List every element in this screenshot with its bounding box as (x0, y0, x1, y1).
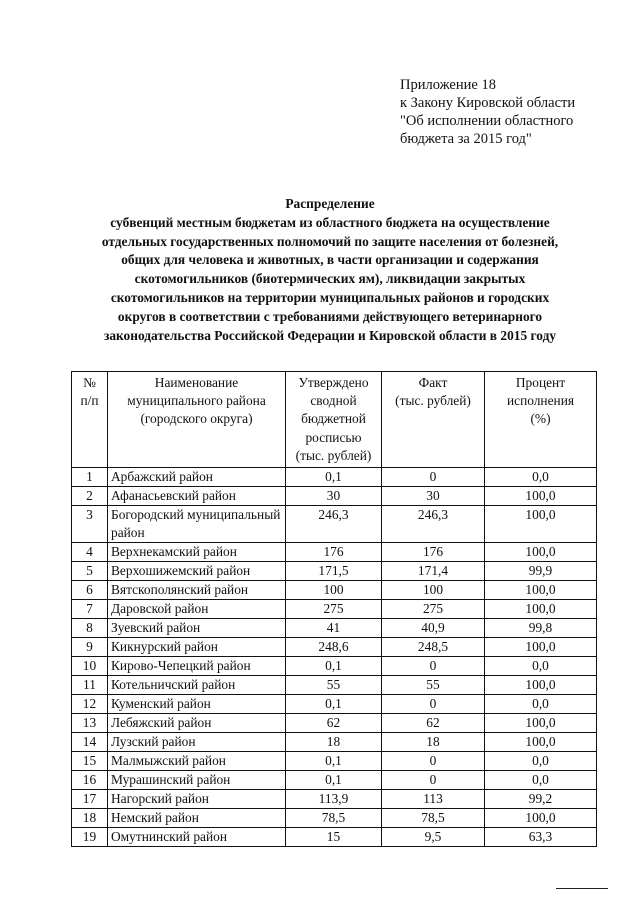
cell-number: 2 (72, 487, 108, 506)
cell-district-name: Арбажский район (108, 468, 286, 487)
table-row (72, 771, 597, 790)
cell-fact: 55 (382, 676, 485, 695)
cell-number: 14 (72, 733, 108, 752)
table-row (72, 695, 597, 714)
cell-approved: 62 (286, 714, 382, 733)
title-line: скотомогильников (биотермических ям), ликвидации закрытых (134, 271, 526, 287)
table-row (72, 543, 597, 562)
cell-percent: 100,0 (485, 638, 597, 657)
cell-number: 3 (72, 506, 108, 543)
cell-percent: 63,3 (485, 828, 597, 847)
cell-fact: 246,3 (382, 506, 485, 543)
header-line: росписью (305, 429, 362, 445)
cell-percent: 100,0 (485, 809, 597, 828)
cell-district-name: Омутнинский район (108, 828, 286, 847)
cell-approved: 41 (286, 619, 382, 638)
table-row (72, 581, 597, 600)
header-line: муниципального района (127, 393, 266, 409)
cell-number: 7 (72, 600, 108, 619)
cell-approved: 113,9 (286, 790, 382, 809)
cell-number: 4 (72, 543, 108, 562)
cell-district-name: Малмыжский район (108, 752, 286, 771)
cell-fact: 0 (382, 657, 485, 676)
cell-number: 9 (72, 638, 108, 657)
cell-percent: 100,0 (485, 487, 597, 506)
cell-district-name: Кикнурский район (108, 638, 286, 657)
cell-percent: 0,0 (485, 695, 597, 714)
header-line: Утверждено (298, 375, 369, 390)
header-line: (тыс. рублей) (395, 393, 471, 409)
cell-approved: 0,1 (286, 468, 382, 487)
cell-fact: 0 (382, 468, 485, 487)
appendix-line: Приложение 18 (400, 77, 496, 93)
cell-district-name: Куменский район (108, 695, 286, 714)
table-row (72, 733, 597, 752)
header-approved (286, 372, 382, 468)
cell-number: 11 (72, 676, 108, 695)
cell-percent: 0,0 (485, 771, 597, 790)
cell-approved: 171,5 (286, 562, 382, 581)
table-row (72, 619, 597, 638)
header-district-name (108, 372, 286, 468)
cell-district-name: Мурашинский район (108, 771, 286, 790)
document-title (40, 195, 620, 345)
cell-approved: 248,6 (286, 638, 382, 657)
cell-percent: 0,0 (485, 468, 597, 487)
cell-fact: 100 (382, 581, 485, 600)
cell-fact: 113 (382, 790, 485, 809)
cell-district-name: Афанасьевский район (108, 487, 286, 506)
appendix-line: к Закону Кировской области (400, 95, 576, 111)
cell-fact: 0 (382, 752, 485, 771)
appendix-line: бюджета за 2015 год" (400, 131, 532, 147)
cell-district-name: Кирово-Чепецкий район (108, 657, 286, 676)
cell-approved: 176 (286, 543, 382, 562)
cell-fact: 0 (382, 695, 485, 714)
header-line: сводной (310, 393, 357, 409)
cell-approved: 275 (286, 600, 382, 619)
header-line: п/п (80, 393, 99, 409)
cell-district-name: Нагорский район (108, 790, 286, 809)
table-row (72, 809, 597, 828)
cell-district-name: Вятскополянский район (108, 581, 286, 600)
cell-approved: 0,1 (286, 695, 382, 714)
title-line: законодательства Российской Федерации и Кировской области в 2015 году (103, 327, 557, 343)
table-row (72, 828, 597, 847)
table-header-row (72, 372, 597, 468)
header-line: Факт (418, 375, 448, 390)
cell-percent: 100,0 (485, 714, 597, 733)
header-line: бюджетной (301, 411, 366, 427)
cell-fact: 171,4 (382, 562, 485, 581)
appendix-note (400, 76, 636, 148)
cell-approved: 0,1 (286, 752, 382, 771)
cell-approved: 0,1 (286, 771, 382, 790)
cell-fact: 40,9 (382, 619, 485, 638)
cell-percent: 100,0 (485, 581, 597, 600)
title-line: отдельных государственных полномочий по защите населения от болезней, (101, 233, 559, 249)
title-line: скотомогильников на территории муниципальных районов и городских (110, 289, 550, 305)
header-line: Наименование (154, 375, 239, 390)
cell-number: 17 (72, 790, 108, 809)
header-line: (городского округа) (140, 411, 253, 427)
cell-fact: 176 (382, 543, 485, 562)
cell-district-name: Богородский муниципальный район (108, 506, 286, 543)
header-percent (485, 372, 597, 468)
cell-approved: 30 (286, 487, 382, 506)
cell-percent: 99,2 (485, 790, 597, 809)
table-row (72, 600, 597, 619)
footer-rule (556, 888, 608, 889)
cell-number: 10 (72, 657, 108, 676)
cell-number: 12 (72, 695, 108, 714)
cell-district-name: Немский район (108, 809, 286, 828)
cell-fact: 30 (382, 487, 485, 506)
cell-number: 18 (72, 809, 108, 828)
cell-district-name: Зуевский район (108, 619, 286, 638)
cell-percent: 100,0 (485, 506, 597, 543)
cell-district-name: Даровской район (108, 600, 286, 619)
cell-percent: 100,0 (485, 543, 597, 562)
cell-approved: 246,3 (286, 506, 382, 543)
cell-approved: 0,1 (286, 657, 382, 676)
table-row (72, 487, 597, 506)
header-fact (382, 372, 485, 468)
cell-district-name: Лебяжский район (108, 714, 286, 733)
cell-number: 6 (72, 581, 108, 600)
cell-district-name: Котельничский район (108, 676, 286, 695)
table-row (72, 790, 597, 809)
cell-fact: 9,5 (382, 828, 485, 847)
cell-district-name: Лузский район (108, 733, 286, 752)
header-line: № (83, 375, 96, 390)
cell-approved: 100 (286, 581, 382, 600)
cell-approved: 15 (286, 828, 382, 847)
cell-number: 15 (72, 752, 108, 771)
cell-number: 5 (72, 562, 108, 581)
cell-fact: 18 (382, 733, 485, 752)
cell-number: 13 (72, 714, 108, 733)
cell-number: 16 (72, 771, 108, 790)
cell-fact: 62 (382, 714, 485, 733)
cell-district-name: Верхнекамский район (108, 543, 286, 562)
header-line: Процент (515, 375, 566, 390)
table-row (72, 562, 597, 581)
cell-fact: 0 (382, 771, 485, 790)
cell-percent: 0,0 (485, 657, 597, 676)
title-line: общих для человека и животных, в части организации и содержания (121, 252, 539, 268)
appendix-line: "Об исполнении областного (400, 113, 574, 129)
cell-fact: 248,5 (382, 638, 485, 657)
header-line: исполнения (506, 393, 575, 409)
cell-fact: 275 (382, 600, 485, 619)
cell-percent: 99,8 (485, 619, 597, 638)
cell-percent: 100,0 (485, 676, 597, 695)
header-line: (тыс. рублей) (295, 447, 372, 463)
subvention-table (71, 371, 597, 847)
table-row (72, 638, 597, 657)
title-line: Распределение (285, 196, 375, 211)
cell-approved: 78,5 (286, 809, 382, 828)
table-row (72, 506, 597, 543)
title-line: субвенций местным бюджетам из областного бюджета на осуществление (110, 214, 550, 230)
table-row (72, 752, 597, 771)
cell-number: 8 (72, 619, 108, 638)
cell-number: 1 (72, 468, 108, 487)
cell-fact: 78,5 (382, 809, 485, 828)
cell-number: 19 (72, 828, 108, 847)
header-line: (%) (530, 411, 551, 427)
cell-approved: 55 (286, 676, 382, 695)
cell-approved: 18 (286, 733, 382, 752)
table-row (72, 657, 597, 676)
cell-percent: 100,0 (485, 733, 597, 752)
header-number (72, 372, 108, 468)
table-row (72, 714, 597, 733)
cell-percent: 99,9 (485, 562, 597, 581)
table-row (72, 676, 597, 695)
cell-percent: 100,0 (485, 600, 597, 619)
cell-district-name: Верхошижемский район (108, 562, 286, 581)
table-row (72, 468, 597, 487)
title-line: округов в соответствии с требованиями действующего ветеринарного (117, 308, 543, 324)
cell-percent: 0,0 (485, 752, 597, 771)
